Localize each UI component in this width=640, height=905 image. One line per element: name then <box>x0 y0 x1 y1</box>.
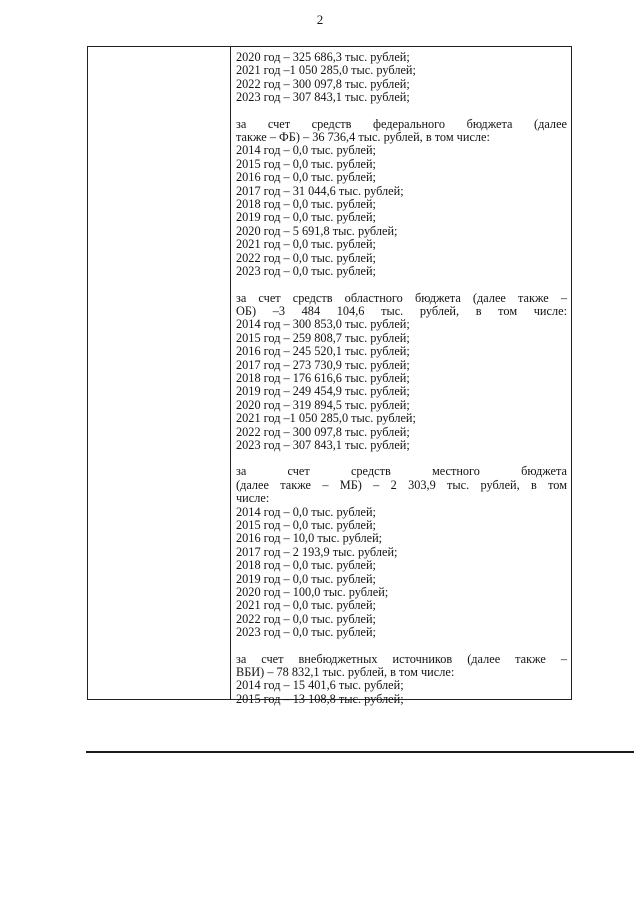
year-amount-line: 2016 год – 245 520,1 тыс. рублей; <box>236 344 410 359</box>
section-intro-line: ВБИ) – 78 832,1 тыс. рублей, в том числе: <box>236 665 455 680</box>
funding-section <box>236 292 567 453</box>
funding-section <box>236 653 567 707</box>
section-intro-line: за счет средств областного бюджета (далее также – <box>236 290 567 305</box>
year-amount-line: 2021 год –1 050 285,0 тыс. рублей; <box>236 63 416 78</box>
year-amount-line: 2021 год – 0,0 тыс. рублей; <box>236 237 376 252</box>
funding-section <box>236 51 567 105</box>
year-amount-line: 2014 год – 0,0 тыс. рублей; <box>236 504 376 519</box>
year-amount-line: 2014 год – 0,0 тыс. рублей; <box>236 143 376 158</box>
year-amount-line: 2019 год – 0,0 тыс. рублей; <box>236 571 376 586</box>
section-intro-line: за счет средств федерального бюджета (далее <box>236 116 567 131</box>
year-amount-line: 2019 год – 249 454,9 тыс. рублей; <box>236 384 410 399</box>
year-amount-line: 2020 год – 100,0 тыс. рублей; <box>236 585 389 600</box>
year-amount-line: 2022 год – 300 097,8 тыс. рублей; <box>236 76 410 91</box>
section-intro-line: за счет средств местного бюджета <box>236 464 567 479</box>
year-amount-line: 2016 год – 10,0 тыс. рублей; <box>236 531 383 546</box>
year-amount-line: 2020 год – 5 691,8 тыс. рублей; <box>236 223 398 238</box>
page-number: 2 <box>316 12 324 27</box>
funding-table <box>87 46 572 706</box>
year-amount-line: 2015 год – 0,0 тыс. рублей; <box>236 156 376 171</box>
funding-section <box>236 118 567 279</box>
section-intro-line: числе: <box>236 491 270 506</box>
section-intro-line: также – ФБ) – 36 736,4 тыс. рублей, в том числе: <box>236 130 490 145</box>
year-amount-line: 2018 год – 0,0 тыс. рублей; <box>236 558 376 573</box>
year-amount-line: 2016 год – 0,0 тыс. рублей; <box>236 170 376 185</box>
year-amount-line: 2018 год – 0,0 тыс. рублей; <box>236 197 376 212</box>
year-amount-line: 2015 год – 0,0 тыс. рублей; <box>236 518 376 532</box>
section-intro-line: (далее также – МБ) – 2 303,9 тыс. рублей, в том <box>236 477 567 492</box>
year-amount-line: 2018 год – 176 616,6 тыс. рублей; <box>236 370 410 385</box>
year-amount-line: 2014 год – 300 853,0 тыс. рублей; <box>236 317 410 332</box>
year-amount-line: 2023 год – 0,0 тыс. рублей; <box>236 264 376 279</box>
bottom-rule <box>86 751 634 753</box>
year-amount-line: 2015 год – 259 808,7 тыс. рублей; <box>236 330 410 345</box>
year-amount-line: 2023 год – 0,0 тыс. рублей; <box>236 625 376 640</box>
year-amount-line: 2015 год – 13 108,8 тыс. рублей; <box>236 691 404 706</box>
year-amount-line: 2022 год – 0,0 тыс. рублей; <box>236 250 376 265</box>
year-amount-line: 2022 год – 0,0 тыс. рублей; <box>236 611 376 626</box>
year-amount-line: 2019 год – 0,0 тыс. рублей; <box>236 210 376 225</box>
year-amount-line: 2017 год – 273 730,9 тыс. рублей; <box>236 357 410 372</box>
year-amount-line: 2020 год – 319 894,5 тыс. рублей; <box>236 397 410 412</box>
year-amount-line: 2023 год – 307 843,1 тыс. рублей; <box>236 90 410 105</box>
year-amount-line: 2021 год – 0,0 тыс. рублей; <box>236 598 376 613</box>
year-amount-line: 2022 год – 300 097,8 тыс. рублей; <box>236 424 410 439</box>
section-intro-line: ОБ) –3 484 104,6 тыс. рублей, в том числе: <box>236 303 567 318</box>
section-intro-line: за счет внебюджетных источников (далее также – <box>236 651 567 666</box>
year-amount-line: 2020 год – 325 686,3 тыс. рублей; <box>236 50 410 64</box>
funding-section <box>236 465 567 639</box>
year-amount-line: 2017 год – 2 193,9 тыс. рублей; <box>236 544 398 559</box>
table-right-cell <box>232 47 571 706</box>
year-amount-line: 2023 год – 307 843,1 тыс. рублей; <box>236 437 410 452</box>
table-left-cell <box>88 47 231 699</box>
year-amount-line: 2021 год –1 050 285,0 тыс. рублей; <box>236 411 416 426</box>
year-amount-line: 2014 год – 15 401,6 тыс. рублей; <box>236 678 404 693</box>
year-amount-line: 2017 год – 31 044,6 тыс. рублей; <box>236 183 404 198</box>
